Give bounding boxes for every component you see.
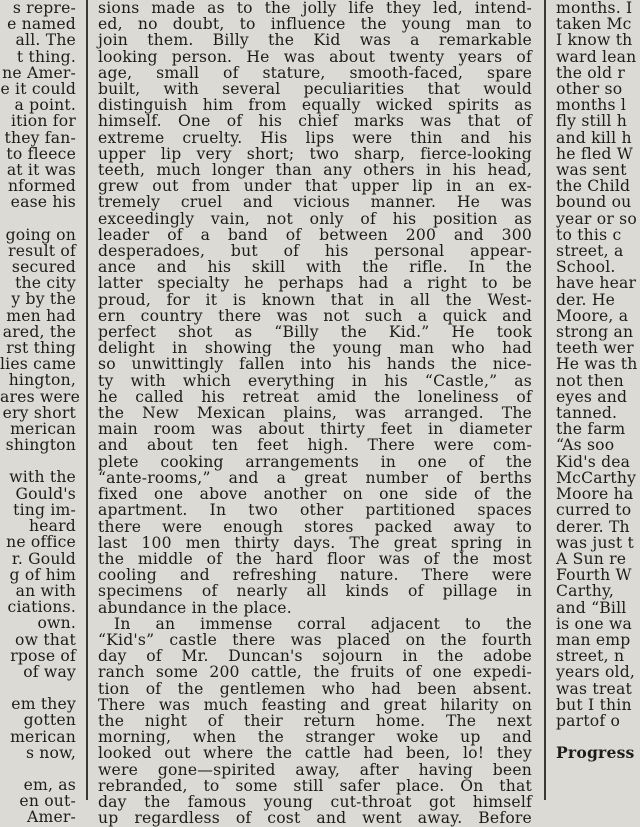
text-line: ne office <box>6 533 76 552</box>
text-line: and kill h <box>556 128 632 147</box>
text-line: curred to <box>556 501 632 520</box>
text-line: grew out from under that upper lip in an ex- <box>98 177 532 196</box>
text-line: there were enough stores packed away to <box>98 517 532 536</box>
text-line: Gould's <box>15 484 76 503</box>
middle-column <box>98 0 532 827</box>
text-line: “As soo <box>556 436 615 455</box>
text-line: bound ou <box>556 193 632 212</box>
text-line: eyes and <box>556 387 628 406</box>
text-line: upper lip very short; two sharp, fierce-looking <box>98 144 532 163</box>
text-line: gotten <box>23 711 76 730</box>
text-line: have hear <box>556 274 637 293</box>
text-line: ranch some 200 cattle, the fruits of one expedi- <box>98 663 532 682</box>
text-line: rebranded, to some still safer place. On that <box>98 776 532 795</box>
text-line: men had <box>6 306 76 325</box>
text-line: fly still h <box>556 112 627 131</box>
text-line: the city <box>15 274 76 293</box>
text-line: was sent <box>556 161 627 180</box>
text-line: cooling and refreshing nature. There were <box>98 566 532 585</box>
text-line: e it could <box>0 80 76 99</box>
text-line: In an immense corral adjacent to the <box>114 614 532 633</box>
text-line: distinguish him from equally wicked spirits as <box>98 96 532 115</box>
text-line: secured <box>11 258 76 277</box>
text-line: School. <box>556 258 616 277</box>
text-line: Carthy, <box>556 582 615 601</box>
text-line: months l <box>556 96 627 115</box>
text-line: an with <box>15 581 76 600</box>
text-line: was just t <box>556 533 634 552</box>
text-line: der. He <box>556 290 616 309</box>
text-line: ed, no doubt, to influence the young man to <box>98 15 532 34</box>
text-line: ciations. <box>7 598 76 617</box>
text-line: “Kid's” castle there was placed on the fourth <box>98 630 532 649</box>
text-line: ne Amer- <box>2 63 76 82</box>
text-line: strong an <box>556 323 634 342</box>
text-line: leader of a band of between 200 and 300 <box>98 225 532 244</box>
text-line: hington, <box>8 371 76 390</box>
text-line: Moore, a <box>556 306 629 325</box>
text-line: perfect shot as “Billy the Kid.” He took <box>98 323 532 342</box>
text-line: ares were <box>0 387 80 406</box>
text-line: not then <box>556 371 624 390</box>
text-line: ting im- <box>13 500 76 519</box>
paragraph-gap <box>0 211 76 227</box>
text-line: apartment. In two other partitioned spaces <box>98 501 532 520</box>
text-line: r. Gould <box>11 549 76 568</box>
text-line: ared, the <box>2 322 76 341</box>
text-line: teeth, much longer than any others in his head, <box>98 161 532 180</box>
text-line: Fourth W <box>556 566 632 585</box>
text-line: himself. One of his chief marks was that of <box>98 112 532 131</box>
text-line: result of <box>8 241 76 260</box>
text-line: the middle of the hard floor was of the most <box>98 549 532 568</box>
text-line: they fan- <box>4 128 76 147</box>
text-line: exceedingly vain, not only of his position as <box>98 209 532 228</box>
text-line: to fleece <box>6 144 76 163</box>
text-line: ow that <box>15 630 76 649</box>
text-line: derer. Th <box>556 517 630 536</box>
text-line: up regardless of cost and went away. Before <box>98 809 532 827</box>
text-line: ance and his skill with the rifle. In the <box>98 258 532 277</box>
column-rule <box>86 0 88 800</box>
text-line: own. <box>37 614 76 633</box>
text-line: morning, when the stranger woke up and <box>98 728 532 747</box>
text-line: nformed <box>7 177 76 196</box>
text-line: tanned. <box>556 404 618 423</box>
text-line: the night of their return home. The next <box>98 711 532 730</box>
text-line: ern country there was not such a quick and <box>98 306 532 325</box>
text-line: looked out where the cattle had been, lo! they <box>98 744 532 763</box>
text-line: the old r <box>556 63 626 82</box>
text-line: Moore ha <box>556 485 634 504</box>
text-line: the New Mexican plains, was arranged. The <box>98 404 532 423</box>
text-line: so unwittingly fallen into his hands the nice- <box>98 355 532 374</box>
text-line: to this c <box>556 225 622 244</box>
text-line: ty with which everything in his “Castle,” as <box>98 371 532 390</box>
text-line: y by the <box>11 290 76 309</box>
text-line: is one wa <box>556 614 633 633</box>
text-line: tremely cruel and vicious manner. He was <box>98 193 532 212</box>
text-line: desperadoes, but of his personal appear- <box>98 242 532 261</box>
text-line: the farm <box>556 420 626 439</box>
text-line: proud, for it is known that in all the West- <box>98 290 532 309</box>
text-line: street, a <box>556 242 624 261</box>
right-column <box>556 0 640 800</box>
text-line: en out- <box>19 792 76 811</box>
text-line: shington <box>5 436 76 455</box>
text-line: age, small of stature, smooth-faced, spare <box>98 63 532 82</box>
paragraph-gap <box>0 680 76 696</box>
text-line: built, with several peculiarities that would <box>98 80 532 99</box>
text-line: street, n <box>556 647 625 666</box>
text-line: but I thin <box>556 695 632 714</box>
text-line: the Child <box>556 177 631 196</box>
text-line: lies came <box>0 355 77 374</box>
text-line: s now, <box>25 743 76 762</box>
text-line: and about ten feet high. There were com- <box>98 436 532 455</box>
text-line: abundance in the place. <box>98 598 292 617</box>
text-line: There was much feasting and great hilarity on <box>98 695 532 714</box>
text-line: was treat <box>556 679 632 698</box>
text-line: merican <box>10 420 76 439</box>
text-line: he fled W <box>556 144 633 163</box>
text-line: at it was <box>6 161 76 180</box>
text-line: McCarthy <box>556 468 637 487</box>
text-line: A Sun re <box>556 549 627 568</box>
text-line: rst thing <box>6 339 76 358</box>
text-line: partof o <box>556 711 621 730</box>
text-line: extreme cruelty. His lips were thin and his <box>98 128 532 147</box>
text-line: join them. Billy the Kid was a remarkable <box>98 31 532 50</box>
text-line: teeth wer <box>556 339 634 358</box>
text-line: ward lean <box>556 47 637 66</box>
text-line: em, as <box>23 775 76 794</box>
text-line: main room was about thirty feet in diameter <box>98 420 532 439</box>
text-line: going on <box>5 225 76 244</box>
text-line: looking person. He was about twenty years of <box>98 47 532 66</box>
column-rule <box>544 0 546 800</box>
left-column <box>0 0 80 827</box>
text-line: sions made as to the jolly life they led, intend- <box>98 0 532 17</box>
paragraph-gap <box>0 453 76 469</box>
text-line: delight in showing the young man who had <box>98 339 532 358</box>
text-line: plete cooking arrangements in one of the <box>98 452 532 471</box>
text-line: heard <box>28 517 76 536</box>
text-line: specimens of nearly all kinds of pillage in <box>98 582 532 601</box>
text-line: Kid's dea <box>556 452 631 471</box>
text-line: Amer- <box>27 808 76 827</box>
text-line: other so <box>556 80 623 99</box>
text-line: latter specialty he perhaps had a right to be <box>98 274 532 293</box>
text-line: and “Bill <box>556 598 627 617</box>
text-line: day of Mr. Duncan's sojourn in the adobe <box>98 647 532 666</box>
text-line: months. I <box>556 0 633 17</box>
text-line: years old, <box>556 663 636 682</box>
text-line: s repre- <box>12 0 76 17</box>
text-line: ery short <box>2 403 76 422</box>
text-line: year or so <box>556 209 637 228</box>
text-line: were gone—spirited away, after having been <box>98 760 532 779</box>
text-line: of way <box>23 662 76 681</box>
text-line: “ante-rooms,” and a great number of berths <box>98 468 532 487</box>
text-line: g of him <box>9 565 76 584</box>
text-line: tion of the gentlemen who had been absent. <box>98 679 532 698</box>
text-line: ition for <box>10 112 76 131</box>
text-line: day the famous young cut-throat got himself <box>98 792 532 811</box>
text-line: a point. <box>14 96 76 115</box>
text-line: Progress <box>556 743 635 763</box>
text-line: taken Mc <box>556 15 632 34</box>
text-line: ease his <box>10 193 76 212</box>
text-line: fixed one above another on one side of the <box>98 485 532 504</box>
text-line: rpose of <box>10 646 76 665</box>
text-line: merican <box>10 727 76 746</box>
text-line: man emp <box>556 630 631 649</box>
text-line: all. The <box>15 31 76 50</box>
text-line: he called his retreat amid the loneliness of <box>98 387 532 406</box>
text-line: em they <box>11 695 76 714</box>
text-line: last 100 men thirty days. The great spring in <box>98 533 532 552</box>
text-line: e named <box>7 15 76 34</box>
paragraph-gap <box>0 761 76 777</box>
text-line: t thing. <box>16 47 76 66</box>
text-line: with the <box>9 468 76 487</box>
text-line: He was th <box>556 355 638 374</box>
text-line: I know th <box>556 31 633 50</box>
